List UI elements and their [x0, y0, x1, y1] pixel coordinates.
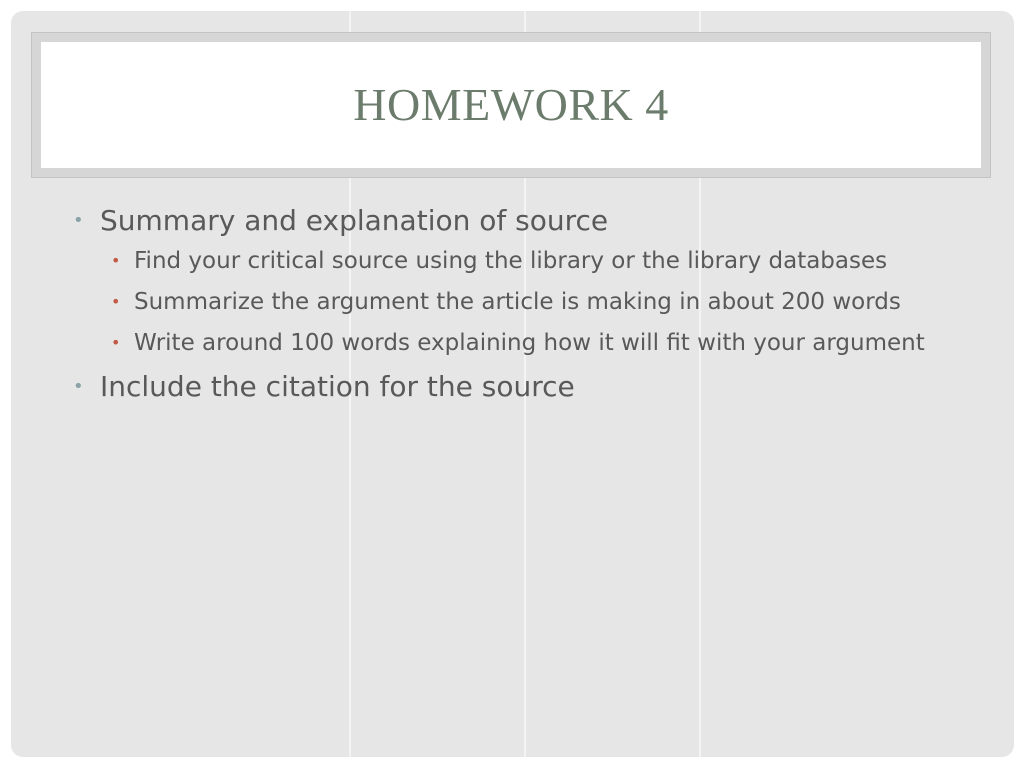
bullet-dot-icon: • [73, 210, 84, 231]
bullet-dot-icon: • [111, 251, 121, 270]
title-box [41, 42, 981, 168]
slide [11, 11, 1014, 757]
sub-bullet-text: Find your critical source using the library or the library databases [134, 248, 888, 274]
bullet-dot-icon: • [73, 376, 84, 397]
sub-bullet-item [71, 326, 951, 360]
content-area [71, 201, 951, 410]
sub-bullet-text: Summarize the argument the article is making in about 200 words [134, 289, 901, 315]
bullet-text: Summary and explanation of source [100, 204, 609, 237]
bullet-item [71, 367, 951, 407]
slide-title: HOMEWORK 4 [353, 79, 669, 130]
bullet-dot-icon: • [111, 333, 121, 352]
sub-bullet-item [71, 285, 951, 319]
bullet-text: Include the citation for the source [100, 370, 575, 403]
sub-bullet-item [71, 244, 951, 278]
bullet-item [71, 201, 951, 241]
bullet-dot-icon: • [111, 292, 121, 311]
sub-bullet-text: Write around 100 words explaining how it will fit with your argument [134, 330, 925, 356]
